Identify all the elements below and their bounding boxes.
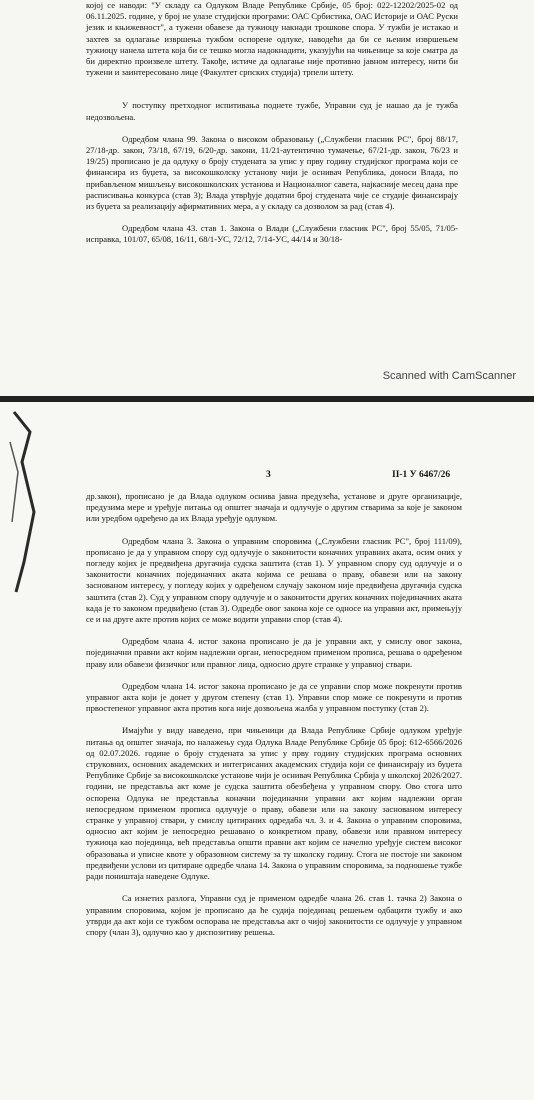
paragraph: Одредбом члана 99. Закона о високом образовању („Службени гласник РС", број 88/17, 27/18-др. закон, 73/18, 67/19, 6/20-др. закони, 11/21-аутентично тумачење, 67/21-др. закон, 76/23 и 19/25) прописано је да одлуку о броју студената за упис у прву годину студијског програма који се финансира из буџета, за високошколску установу чији је оснивач Република, доноси Влада, по прибављеном мишљењу високошколских установа и Националног савета, најкасније месец дана пре расписивања конкурса (став 3); Влада утврђује додатни број студената чије се студије финансирају из буџета за реализацију афирмативних мера, а у складу са дозволом за рад (став 4). xyxy=(86,133,458,212)
paragraph: Одредбом члана 3. Закона о управним споровима („Службени гласник РС", број 111/09), прописано је да у управном спору суд одлучује о законитости коначних управних аката, осим оних у погледу којих је предвиђена другачија судска заштита (став 1). У управном спору суд одлучује и о законитости коначних појединачних аката којима се решава о праву, обавези или на закону заснованом интересу, у погледу којих у одређеном случају законом није предвиђена другачија судска заштита (став 2). Суд у управном спору одлучује и о законитости других коначних појединачних аката када је то законом предвиђено (став 3). Одредбе овог закона које се односе на управни акт, примењују се и на друге акте против којих се може водити управни спор (став 4). xyxy=(86,535,462,625)
paragraph: Имајући у виду наведено, при чињеници да Влада Републике Србије одлуком уређује питања од општег значаја, по налажењу суда Одлука Владе Републике Србије 05 број: 612-6566/2026 од 02.07.2026. године о броју студената за упис у прву годину студијских програма основних струковних, основних академских и интегрисаних академских студија који се финансирају из буџета Републике Србије за високошколске установе чији је оснивач Република Србија у школској 2026/2027. години, не представља акт коме је судска заштита обезбеђена у управном спору. Ово стога што оспорена Одлука не представља коначни појединачни управни акт којим надлежни орган непосредном применом прописа одлучује о праву, обавези или на закону заснованом интересу странке у управној ствари, у смислу цитираних одредаба чл. 3. и 4. Закона о управним споровима, односно акт којим је непосредно решавано о конкретном праву, обавези или правном интересу тужиоца као појединца, већ представља општи правни акт којим се начелно уређује систем високог образовања и уписне квоте у образовном систему за ту школску годину. Стога не постоје ни законом предвиђени услови из цитиране одредбе члана 14. Закона о управним споровима, за подношење тужбе ради поништаја наведене Одлуке. xyxy=(86,725,462,882)
page-body xyxy=(86,0,458,246)
paragraph: Одредбом члана 14. истог закона прописано је да се управни спор може покренути против управног акта који је донет у другом степену (став 1). Управни спор може се покренути и против првостепеног управног акта против кога није дозвољена жалба у управном поступку (став 2). xyxy=(86,680,462,714)
paragraph: Одредбом члана 43. став 1. Закона о Влади („Службени гласник РС", број 55/05, 71/05-исправка, 101/07, 65/08, 16/11, 68/1-УС, 72/12, 7/14-УС, 44/14 и 30/18- xyxy=(86,223,458,245)
case-number: II-1 У 6467/26 xyxy=(392,470,451,480)
paragraph: У поступку претходног испитивања поднете тужбе, Управни суд је нашао да је тужба недозвољена. xyxy=(86,100,458,122)
page-edge-shadow xyxy=(0,402,40,602)
paragraph: др.закон), прописано је да Влада одлуком оснива јавна предузећа, установе и друге организације, предузима мере и уређује питања од општег значаја и одлучује о другим стварима за које је законом или уредбом одређено да их Влада уређује одлуком. xyxy=(86,491,462,524)
scanned-page-upper xyxy=(0,0,534,396)
page-number: 3 xyxy=(266,470,271,480)
paragraph: Са изнетих разлога, Управни суд је применом одредбе члана 26. став 1. тачка 2) Закона о управним споровима, којом је прописано да ће судија појединац решењем одбацити тужбу и ако утврди да акт који се тужбом оспорава не представља акт о чијој законитости се одлучује у управном спору (члан 3), одлучио као у диспозитиву решења. xyxy=(86,893,462,937)
camscanner-watermark: Scanned with CamScanner xyxy=(382,370,516,382)
scanned-page-lower xyxy=(0,402,534,1100)
paragraph: којој се наводи: "У складу са Одлуком Владе Републике Србије, 05 број: 022-12202/2025-02 од 06.11.2025. године, у број не улазе студијски програми: ОАС Србистика, ОАС Историје и ОАС Руски језик и књижевност", а тужени обавезе да тужиоцу накнади трошкове спора. У тужби је истакао и захтев за одлагање извршења тужбом оспорене одлуке, наводећи да би се њеним извршењем тужиоцу нанела штета која би се тешко могла надокнадити, указујући на чињенице за које сматра да би директно произвеле штету. Такође, истиче да одлагање није противно јавном интересу, нити би тужени и заинтересовано лице (Факултет српских студија) трпели штету. xyxy=(86,0,458,78)
page-body xyxy=(86,491,462,938)
paragraph: Одредбом члана 4. истог закона прописано је да је управни акт, у смислу овог закона, појединачни правни акт којим надлежни орган, непосредном применом прописа, решава о одређеном праву или обавези физичког или правног лица, односно друге странке у управној ствари. xyxy=(86,636,462,669)
